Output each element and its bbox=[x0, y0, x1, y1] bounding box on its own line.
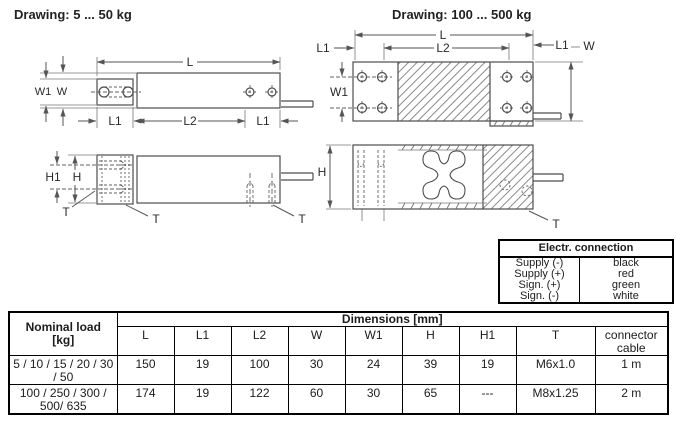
d2-dim-label-L: L bbox=[439, 28, 447, 42]
d2-top-view-body bbox=[353, 62, 561, 126]
drawing-100-500kg bbox=[310, 28, 677, 235]
terminal-label: Sign. (+) bbox=[500, 280, 580, 291]
value-T: M8x1.25 bbox=[516, 385, 595, 415]
value-H: 65 bbox=[402, 385, 459, 415]
value-H: 39 bbox=[402, 356, 459, 385]
d1-side-view-hidden-detail bbox=[99, 156, 275, 207]
column-header-H1: H1 bbox=[459, 327, 516, 356]
nominal-load-value: 5 / 10 / 15 / 20 / 30 / 50 bbox=[9, 356, 117, 385]
d1-dim-label-W: W bbox=[56, 86, 68, 98]
drawing-left-title: Drawing: 5 ... 50 kg bbox=[14, 7, 132, 22]
d2-top-view bbox=[316, 28, 595, 126]
value-L: 150 bbox=[117, 356, 174, 385]
d2-side-view bbox=[318, 145, 563, 231]
d1-dim-label-L: L bbox=[186, 55, 194, 69]
terminal-label: Supply (-) bbox=[500, 258, 580, 269]
column-header-T: T bbox=[516, 327, 595, 356]
value-connector-cable: 2 m bbox=[595, 385, 668, 415]
column-header-W1: W1 bbox=[345, 327, 402, 356]
d1-dim-label-W1: W1 bbox=[34, 86, 52, 98]
dimensions-table bbox=[8, 311, 669, 415]
drawing-5-50kg bbox=[0, 28, 345, 235]
table-row bbox=[9, 356, 668, 385]
nominal-load-header-line1: Nominal load bbox=[25, 320, 101, 334]
wire-color: white bbox=[613, 290, 639, 302]
column-header-L1: L1 bbox=[174, 327, 231, 356]
d1-dim-label-L2: L2 bbox=[183, 114, 197, 128]
d1-dim-label-H1: H1 bbox=[45, 170, 61, 184]
d1-top-view bbox=[35, 55, 313, 128]
column-header-connector-cable: connector cable bbox=[595, 327, 668, 356]
nominal-load-header-line2: [kg] bbox=[52, 333, 75, 347]
value-W: 60 bbox=[288, 385, 345, 415]
table-row bbox=[500, 291, 672, 302]
d2-spring-cutout bbox=[423, 151, 465, 199]
table-row bbox=[9, 385, 668, 415]
column-header-L: L bbox=[117, 327, 174, 356]
terminal-label: Supply (+) bbox=[500, 269, 580, 280]
d1-dim-label-L1-left: L1 bbox=[108, 114, 122, 128]
value-W: 30 bbox=[288, 356, 345, 385]
wire-color: green bbox=[611, 279, 641, 291]
value-L: 174 bbox=[117, 385, 174, 415]
d1-thread-label-T-block: T bbox=[62, 205, 70, 219]
d1-dim-label-H: H bbox=[72, 170, 82, 184]
electrical-connection-table bbox=[498, 239, 674, 304]
d2-dim-label-L1-right: L1 bbox=[555, 38, 569, 52]
wire-color: black bbox=[613, 257, 639, 269]
column-header-H: H bbox=[402, 327, 459, 356]
column-header-L2: L2 bbox=[231, 327, 288, 356]
d2-dim-label-L1-left: L1 bbox=[316, 41, 330, 55]
d1-side-view bbox=[45, 151, 313, 226]
value-L1: 19 bbox=[174, 385, 231, 415]
d1-dim-label-L1-right: L1 bbox=[256, 114, 270, 128]
value-L2: 122 bbox=[231, 385, 288, 415]
value-H1: --- bbox=[459, 385, 516, 415]
dimensions-header: Dimensions [mm] bbox=[117, 312, 668, 327]
d2-dim-label-L2: L2 bbox=[436, 41, 450, 55]
value-W1: 24 bbox=[345, 356, 402, 385]
d1-top-view-body bbox=[97, 73, 313, 108]
nominal-load-header bbox=[9, 312, 117, 356]
terminal-label: Sign. (-) bbox=[500, 291, 580, 302]
value-T: M6x1.0 bbox=[516, 356, 595, 385]
nominal-load-value: 100 / 250 / 300 / 500/ 635 bbox=[9, 385, 117, 415]
d2-dim-label-W: W bbox=[583, 39, 595, 53]
value-L2: 100 bbox=[231, 356, 288, 385]
d2-dim-label-H: H bbox=[317, 165, 327, 179]
d2-dim-label-W1: W1 bbox=[330, 85, 348, 99]
d1-thread-label-T-bottom: T bbox=[152, 212, 160, 226]
drawing-right-title: Drawing: 100 ... 500 kg bbox=[392, 7, 532, 22]
value-connector-cable: 1 m bbox=[595, 356, 668, 385]
wire-color: red bbox=[618, 268, 634, 280]
d1-thread-label-T-right: T bbox=[298, 212, 306, 226]
d2-thread-label-T: T bbox=[552, 217, 560, 231]
electrical-table-title: Electr. connection bbox=[500, 241, 672, 258]
value-W1: 30 bbox=[345, 385, 402, 415]
d1-top-view-holes bbox=[91, 85, 279, 99]
value-L1: 19 bbox=[174, 356, 231, 385]
column-header-W: W bbox=[288, 327, 345, 356]
value-H1: 19 bbox=[459, 356, 516, 385]
